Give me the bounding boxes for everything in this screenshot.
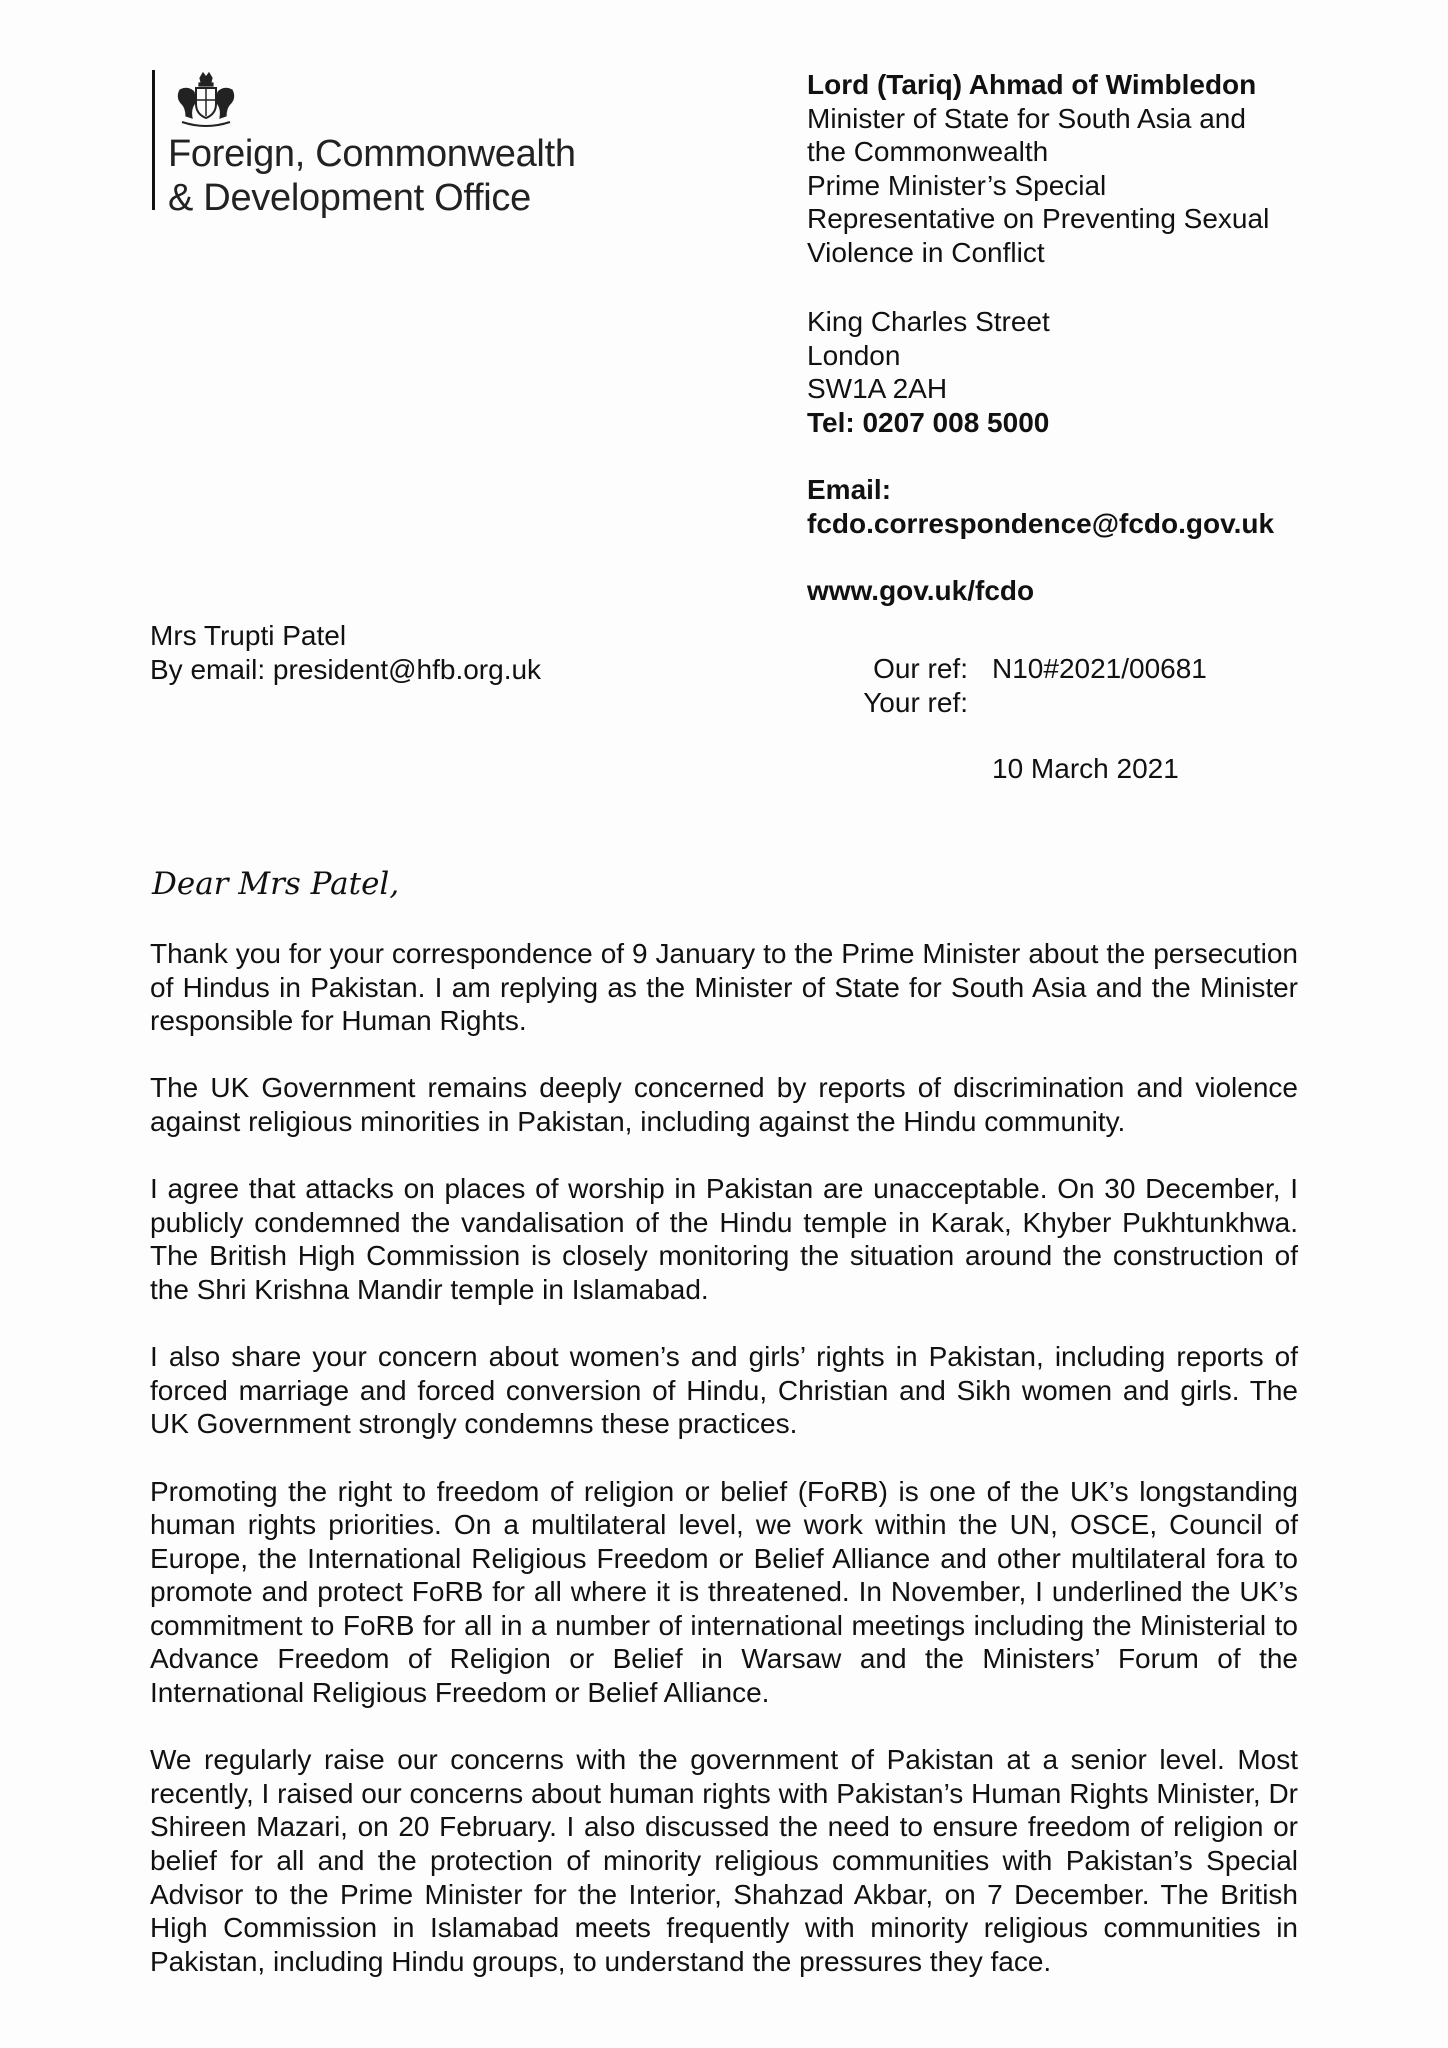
letter-body (150, 937, 1298, 2012)
email-block (807, 473, 1274, 540)
recipient-block (150, 619, 541, 687)
body-paragraph: I also share your concern about women’s and girls’ rights in Pakistan, including reports of forced marriage and forced conversion of Hindu, Christian and Sikh women and girls. The UK Government strongly condemns these practices. (150, 1341, 1298, 1440)
org-name-line-2: & Development Office (168, 177, 531, 219)
royal-crest-icon (172, 68, 240, 128)
recipient-email: By email: president@hfb.org.uk (150, 654, 542, 685)
address-city: London (807, 339, 901, 371)
email-label: Email: (807, 474, 892, 505)
sender-name: Lord (Tariq) Ahmad of Wimbledon (807, 69, 1257, 100)
sender-address (807, 305, 1050, 439)
sender-title-line: Violence in Conflict (807, 236, 1045, 268)
our-ref-label: Our ref: (873, 653, 968, 684)
sender-title-line: Minister of State for South Asia and (807, 102, 1246, 134)
your-ref-row (850, 686, 1207, 720)
body-paragraph: Promoting the right to freedom of religion or belief (FoRB) is one of the UK’s longstanding human rights priorities. On a multilateral level, we work within the UN, OSCE, Council of Europe, the International Religious Freedom or Belief Alliance and other multilateral fora to promote and protect FoRB for all where it is threatened. In November, I underlined the UK’s commitment to FoRB for all in a number of international meetings including the Ministerial to Advance Freedom of Religion or Belief in Warsaw and the Ministers’ Forum of the International Religious Freedom or Belief Alliance. (150, 1475, 1298, 1709)
recipient-name: Mrs Trupti Patel (150, 620, 347, 651)
sender-title-line: Prime Minister’s Special (807, 169, 1107, 201)
reference-block (850, 652, 1207, 720)
body-paragraph: The UK Government remains deeply concerned by reports of discrimination and violence against religious minorities in Pakistan, including against the Hindu community. (150, 1072, 1298, 1137)
body-paragraph: We regularly raise our concerns with the government of Pakistan at a senior level. Most recently, I raised our concerns about human rights with Pakistan’s Human Rights Minister, Dr Shireen Mazari, on 20 February. I also discussed the need to ensure freedom of religion or belief for all and the protection of minority religious communities with Pakistan’s Special Advisor to the Prime Minister for the Interior, Shahzad Akbar, on 7 December. The British High Commission in Islamabad meets frequently with minority religious communities in Pakistan, including Hindu groups, to understand the pressures they face. (150, 1744, 1298, 1977)
address-postcode: SW1A 2AH (807, 373, 948, 404)
email-address: fcdo.correspondence@fcdo.gov.uk (807, 507, 1275, 539)
sender-title-line: the Commonwealth (807, 136, 1049, 167)
our-ref-value: N10#2021/00681 (992, 653, 1207, 684)
telephone: Tel: 0207 008 5000 (807, 406, 1050, 438)
letter-date: 10 March 2021 (992, 753, 1179, 784)
org-name-line-1: Foreign, Commonwealth (168, 133, 576, 175)
body-paragraph: I agree that attacks on places of worship in Pakistan are unacceptable. On 30 December, I publicly condemned the vandalisation of the Hindu temple in Karak, Khyber Pukhtunkhwa. The British High Commission is closely monitoring the situation around the construction of the Shri Krishna Mandir temple in Islamabad. (150, 1173, 1298, 1305)
sender-block (807, 68, 1269, 269)
website: www.gov.uk/fcdo (807, 575, 1035, 606)
your-ref-label: Your ref: (863, 687, 968, 718)
body-paragraph: Thank you for your correspondence of 9 January to the Prime Minister about the persecution of Hindus in Pakistan. I am replying as the Minister of State for South Asia and the Minister responsible for Human Rights. (150, 938, 1298, 1037)
our-ref-row (850, 652, 1207, 686)
salutation: Dear Mrs Patel, (152, 866, 400, 902)
logo-divider (152, 70, 155, 210)
address-street: King Charles Street (807, 306, 1050, 337)
sender-title-line: Representative on Preventing Sexual (807, 203, 1270, 234)
organisation-name (168, 132, 576, 220)
